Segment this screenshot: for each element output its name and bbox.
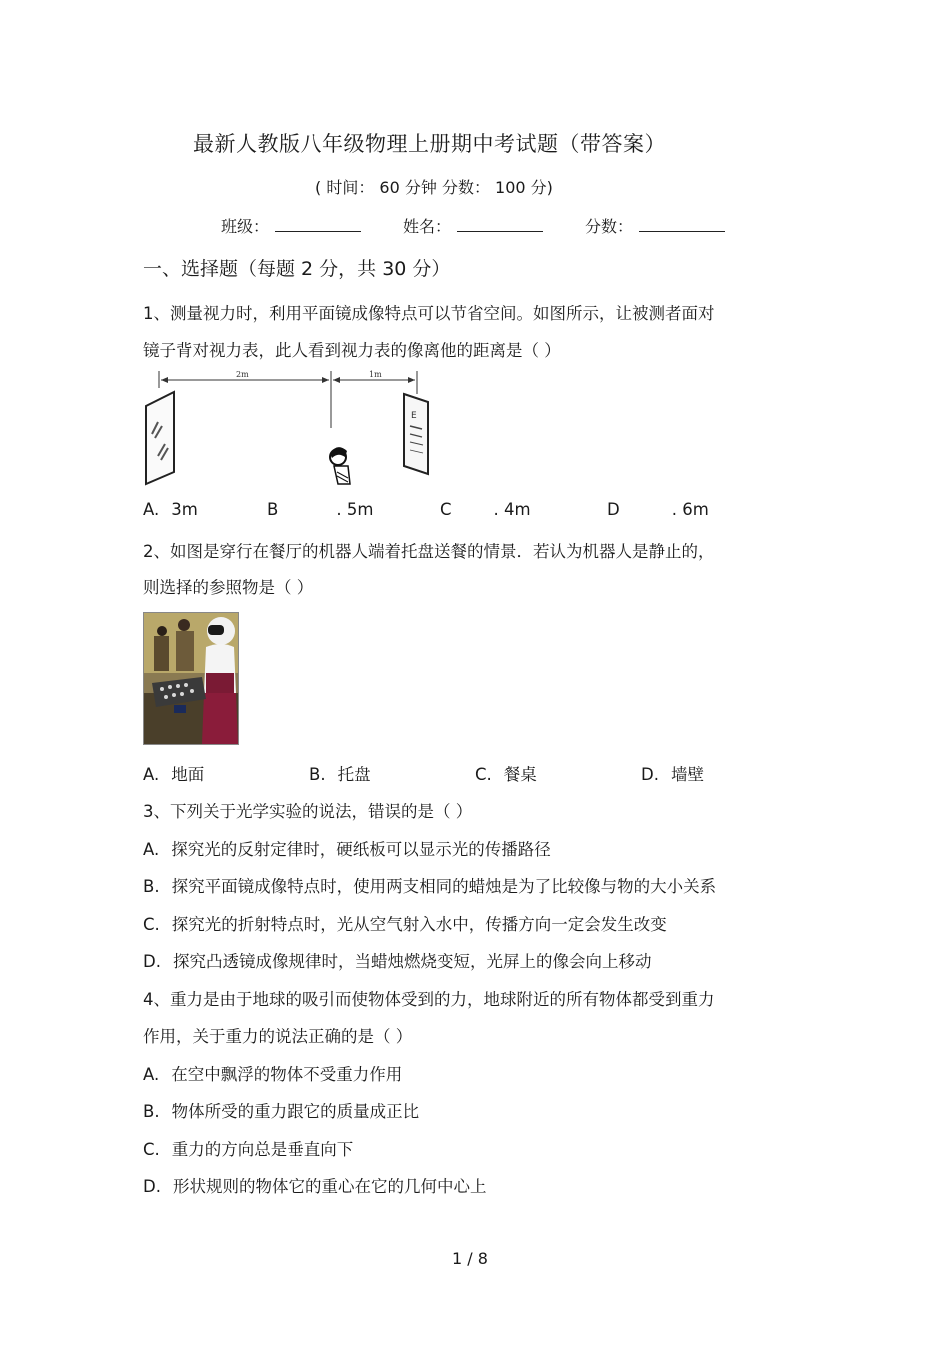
mirror-icon [146,392,174,484]
q4-option-c [143,1136,353,1160]
q4-option-a-letter: A. [143,1065,160,1084]
field-score-blank [639,213,725,232]
q3-option-b-letter: B. [143,877,160,896]
person-icon [330,447,350,484]
q4-line2: 作用，关于重力的说法正确的是（ ） [143,1027,413,1046]
q3-option-d-text: 探究凸透镜成像规律时，当蜡烛燃烧变短，光屏上的像会向上移动 [172,952,652,971]
q4-line1: 4、重力是由于地球的吸引而使物体受到的力，地球附近的所有物体都受到重力 [143,990,715,1009]
q3-option-a-text: 探究光的反射定律时，硬纸板可以显示光的传播路径 [171,840,551,859]
q1-option-a [143,500,198,519]
q1-option-b [267,500,373,519]
field-score-label: 分数： [585,217,634,236]
q1-option-d-text: . 6m [671,500,709,519]
q4-option-a-text: 在空中飘浮的物体不受重力作用 [171,1065,403,1084]
q3-option-c [143,911,667,935]
q1-line1: 1、测量视力时，利用平面镜成像特点可以节省空间。如图所示，让被测者面对 [143,304,715,323]
q4-option-b [143,1098,419,1122]
q2-option-a-letter: A. [143,765,160,784]
q1-label-1m: 1m [369,370,382,379]
svg-text:E: E [411,411,417,421]
field-class [221,213,361,237]
q3-option-d [143,948,651,972]
q2-option-b [309,761,371,785]
q4-option-d-letter: D. [143,1177,161,1196]
q4-option-d-text: 形状规则的物体它的重心在它的几何中心上 [172,1177,487,1196]
q3-option-b-text: 探究平面镜成像特点时，使用两支相同的蜡烛是为了比较像与物的大小关系 [171,877,717,896]
q4-option-c-text: 重力的方向总是垂直向下 [171,1140,354,1159]
q2-option-c [475,761,537,785]
section-heading: 一、选择题（每题 2 分，共 30 分） [143,258,451,280]
q1-line2: 镜子背对视力表，此人看到视力表的像离他的距离是（ ） [143,341,561,360]
q2-option-a-text: 地面 [171,765,205,784]
q3-line1: 3、下列关于光学实验的说法，错误的是（ ） [143,802,473,821]
field-name-blank [457,213,543,232]
field-name-label: 姓名： [403,217,452,236]
q1-label-2m: 2m [236,370,249,379]
field-score [585,213,725,237]
q2-option-d [641,761,704,785]
q2-option-c-letter: C. [475,765,492,784]
q3-option-c-letter: C. [143,915,160,934]
q1-option-d-letter: D [607,500,620,519]
q4-option-c-letter: C. [143,1140,160,1159]
q4-option-d [143,1173,486,1197]
page-number: 1 / 8 [452,1249,488,1268]
eye-chart-icon [404,394,428,474]
q1-option-b-letter: B [267,500,279,519]
q1-option-c-text: . 4m [493,500,531,519]
q2-line1: 2、如图是穿行在餐厅的机器人端着托盘送餐的情景．若认为机器人是静止的， [143,542,715,561]
q4-option-a [143,1061,402,1085]
q2-option-d-text: 墙壁 [670,765,704,784]
exam-time-score: ( 时间： 60 分钟 分数： 100 分) [315,178,553,197]
q1-vision-test-diagram [138,366,438,488]
q1-option-a-text: 3m [171,500,198,519]
q1-option-a-letter: A. [143,500,160,519]
robot-waiter-photo [143,612,239,745]
q3-option-c-text: 探究光的折射特点时，光从空气射入水中，传播方向一定会发生改变 [171,915,667,934]
q2-option-b-letter: B. [309,765,326,784]
q1-option-c [440,500,531,519]
field-class-blank [275,213,361,232]
q2-option-d-letter: D. [641,765,659,784]
q2-option-b-text: 托盘 [337,765,371,784]
q2-option-a [143,761,204,785]
field-name [403,213,543,237]
q2-option-c-text: 餐桌 [503,765,537,784]
q1-option-b-text: . 5m [336,500,374,519]
page-title: 最新人教版八年级物理上册期中考试题（带答案） [193,132,666,156]
q3-option-d-letter: D. [143,952,161,971]
q1-option-d [607,500,709,519]
q1-option-c-letter: C [440,500,452,519]
field-class-label: 班级： [221,217,270,236]
q3-option-a-letter: A. [143,840,160,859]
q3-option-b [143,873,716,897]
q2-line2: 则选择的参照物是（ ） [143,578,314,597]
q4-option-b-text: 物体所受的重力跟它的质量成正比 [171,1102,420,1121]
q3-option-a [143,836,551,860]
q4-option-b-letter: B. [143,1102,160,1121]
